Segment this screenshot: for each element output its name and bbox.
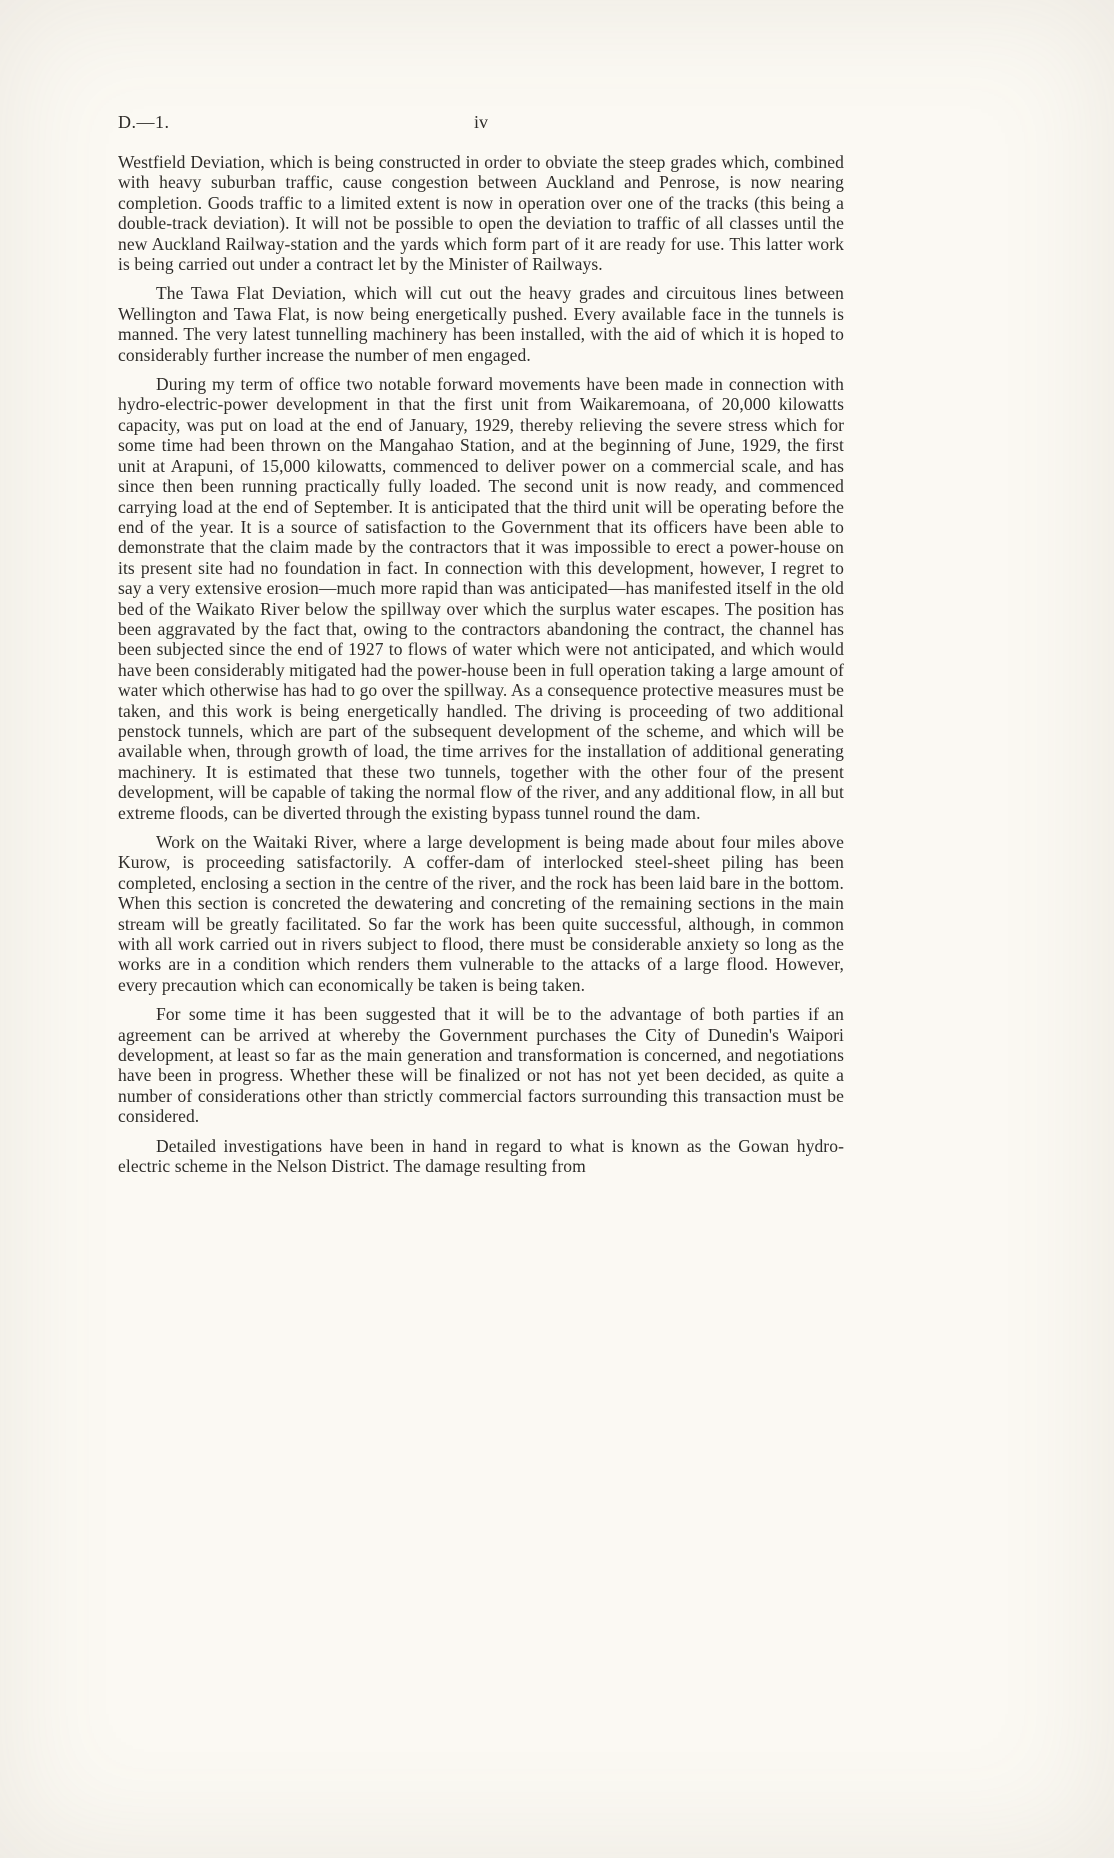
doc-reference: D.—1. <box>118 112 170 132</box>
body-text <box>118 152 844 1177</box>
page-number: iv <box>473 112 488 132</box>
paragraph: Work on the Waitaki River, where a large development is being made about four miles above Kurow, is proceeding satisfactorily. A coffer-dam of interlocked steel-sheet piling has been completed, enclosing a section in the centre of the river, and the rock has been laid bare in the bottom. When this section is concreted the dewatering and concreting of the remaining sections in the main stream will be greatly facilitated. So far the work has been quite successful, although, in common with all work carried out in rivers subject to flood, there must be considerable anxiety so long as the works are in a condition which renders them vulnerable to the attacks of a large flood. However, every precaution which can economically be taken is being taken. <box>118 832 844 995</box>
paragraph: Detailed investigations have been in hand in regard to what is known as the Gowan hydro-electric scheme in the Nelson District. The damage resulting from <box>118 1135 844 1177</box>
paragraph: During my term of office two notable forward movements have been made in connection with hydro-electric-power development in that the first unit from Waikaremoana, of 20,000 kilowatts capacity, was put on load at the end of January, 1929, thereby relieving the severe stress which for some time had been thrown on the Mangahao Station, and at the beginning of June, 1929, the first unit at Arapuni, of 15,000 kilowatts, commenced to deliver power on a commercial scale, and has since then been running practically fully loaded. The second unit is now ready, and commenced carrying load at the end of September. It is anticipated that the third unit will be operating before the end of the year. It is a source of satisfaction to the Government that its officers have been able to demonstrate that the claim made by the contractors that it was impossible to erect a power-house on its present site had no foundation in fact. In connection with this development, however, I regret to say a very extensive erosion—much more rapid than was anticipated—has manifested itself in the old bed of the Waikato River below the spillway over which the surplus water escapes. The position has been aggravated by the fact that, owing to the contractors abandoning the contract, the channel has been subjected since the end of 1927 to flows of water which were not anticipated, and which would have been considerably mitigated had the power-house been in full operation taking a large amount of water which otherwise has had to go over the spillway. As a consequence protective measures must be taken, and this work is being energetically handled. The driving is proceeding of two additional penstock tunnels, which are part of the subsequent development of the scheme, and which will be available when, through growth of load, the time arrives for the installation of additional generating machinery. It is estimated that these two tunnels, together with the other four of the present development, will be capable of taking the normal flow of the river, and any additional flow, in all but extreme floods, can be diverted through the existing bypass tunnel round the dam. <box>118 374 844 823</box>
running-head <box>118 112 844 136</box>
paragraph: The Tawa Flat Deviation, which will cut out the heavy grades and circuitous lines between Wellington and Tawa Flat, is now being energetically pushed. Every available face in the tunnels is manned. The very latest tunnelling machinery has been installed, with the aid of which it is hoped to considerably further increase the number of men engaged. <box>118 283 844 365</box>
paragraph: For some time it has been suggested that it will be to the advantage of both parties if an agreement can be arrived at whereby the Government purchases the City of Dunedin's Waipori development, at least so far as the main generation and transformation is concerned, and negotiations have been in progress. Whether these will be finalized or not has not yet been decided, as quite a number of considerations other than strictly commercial factors surrounding this transaction must be considered. <box>118 1004 844 1127</box>
paragraph: Westfield Deviation, which is being constructed in order to obviate the steep grades which, combined with heavy suburban traffic, cause congestion between Auckland and Penrose, is now nearing completion. Goods traffic to a limited extent is now in operation over one of the tracks (this being a double-track deviation). It will not be possible to open the deviation to traffic of all classes until the new Auckland Railway-station and the yards which form part of it are ready for use. This latter work is being carried out under a contract let by the Minister of Railways. <box>118 152 844 275</box>
